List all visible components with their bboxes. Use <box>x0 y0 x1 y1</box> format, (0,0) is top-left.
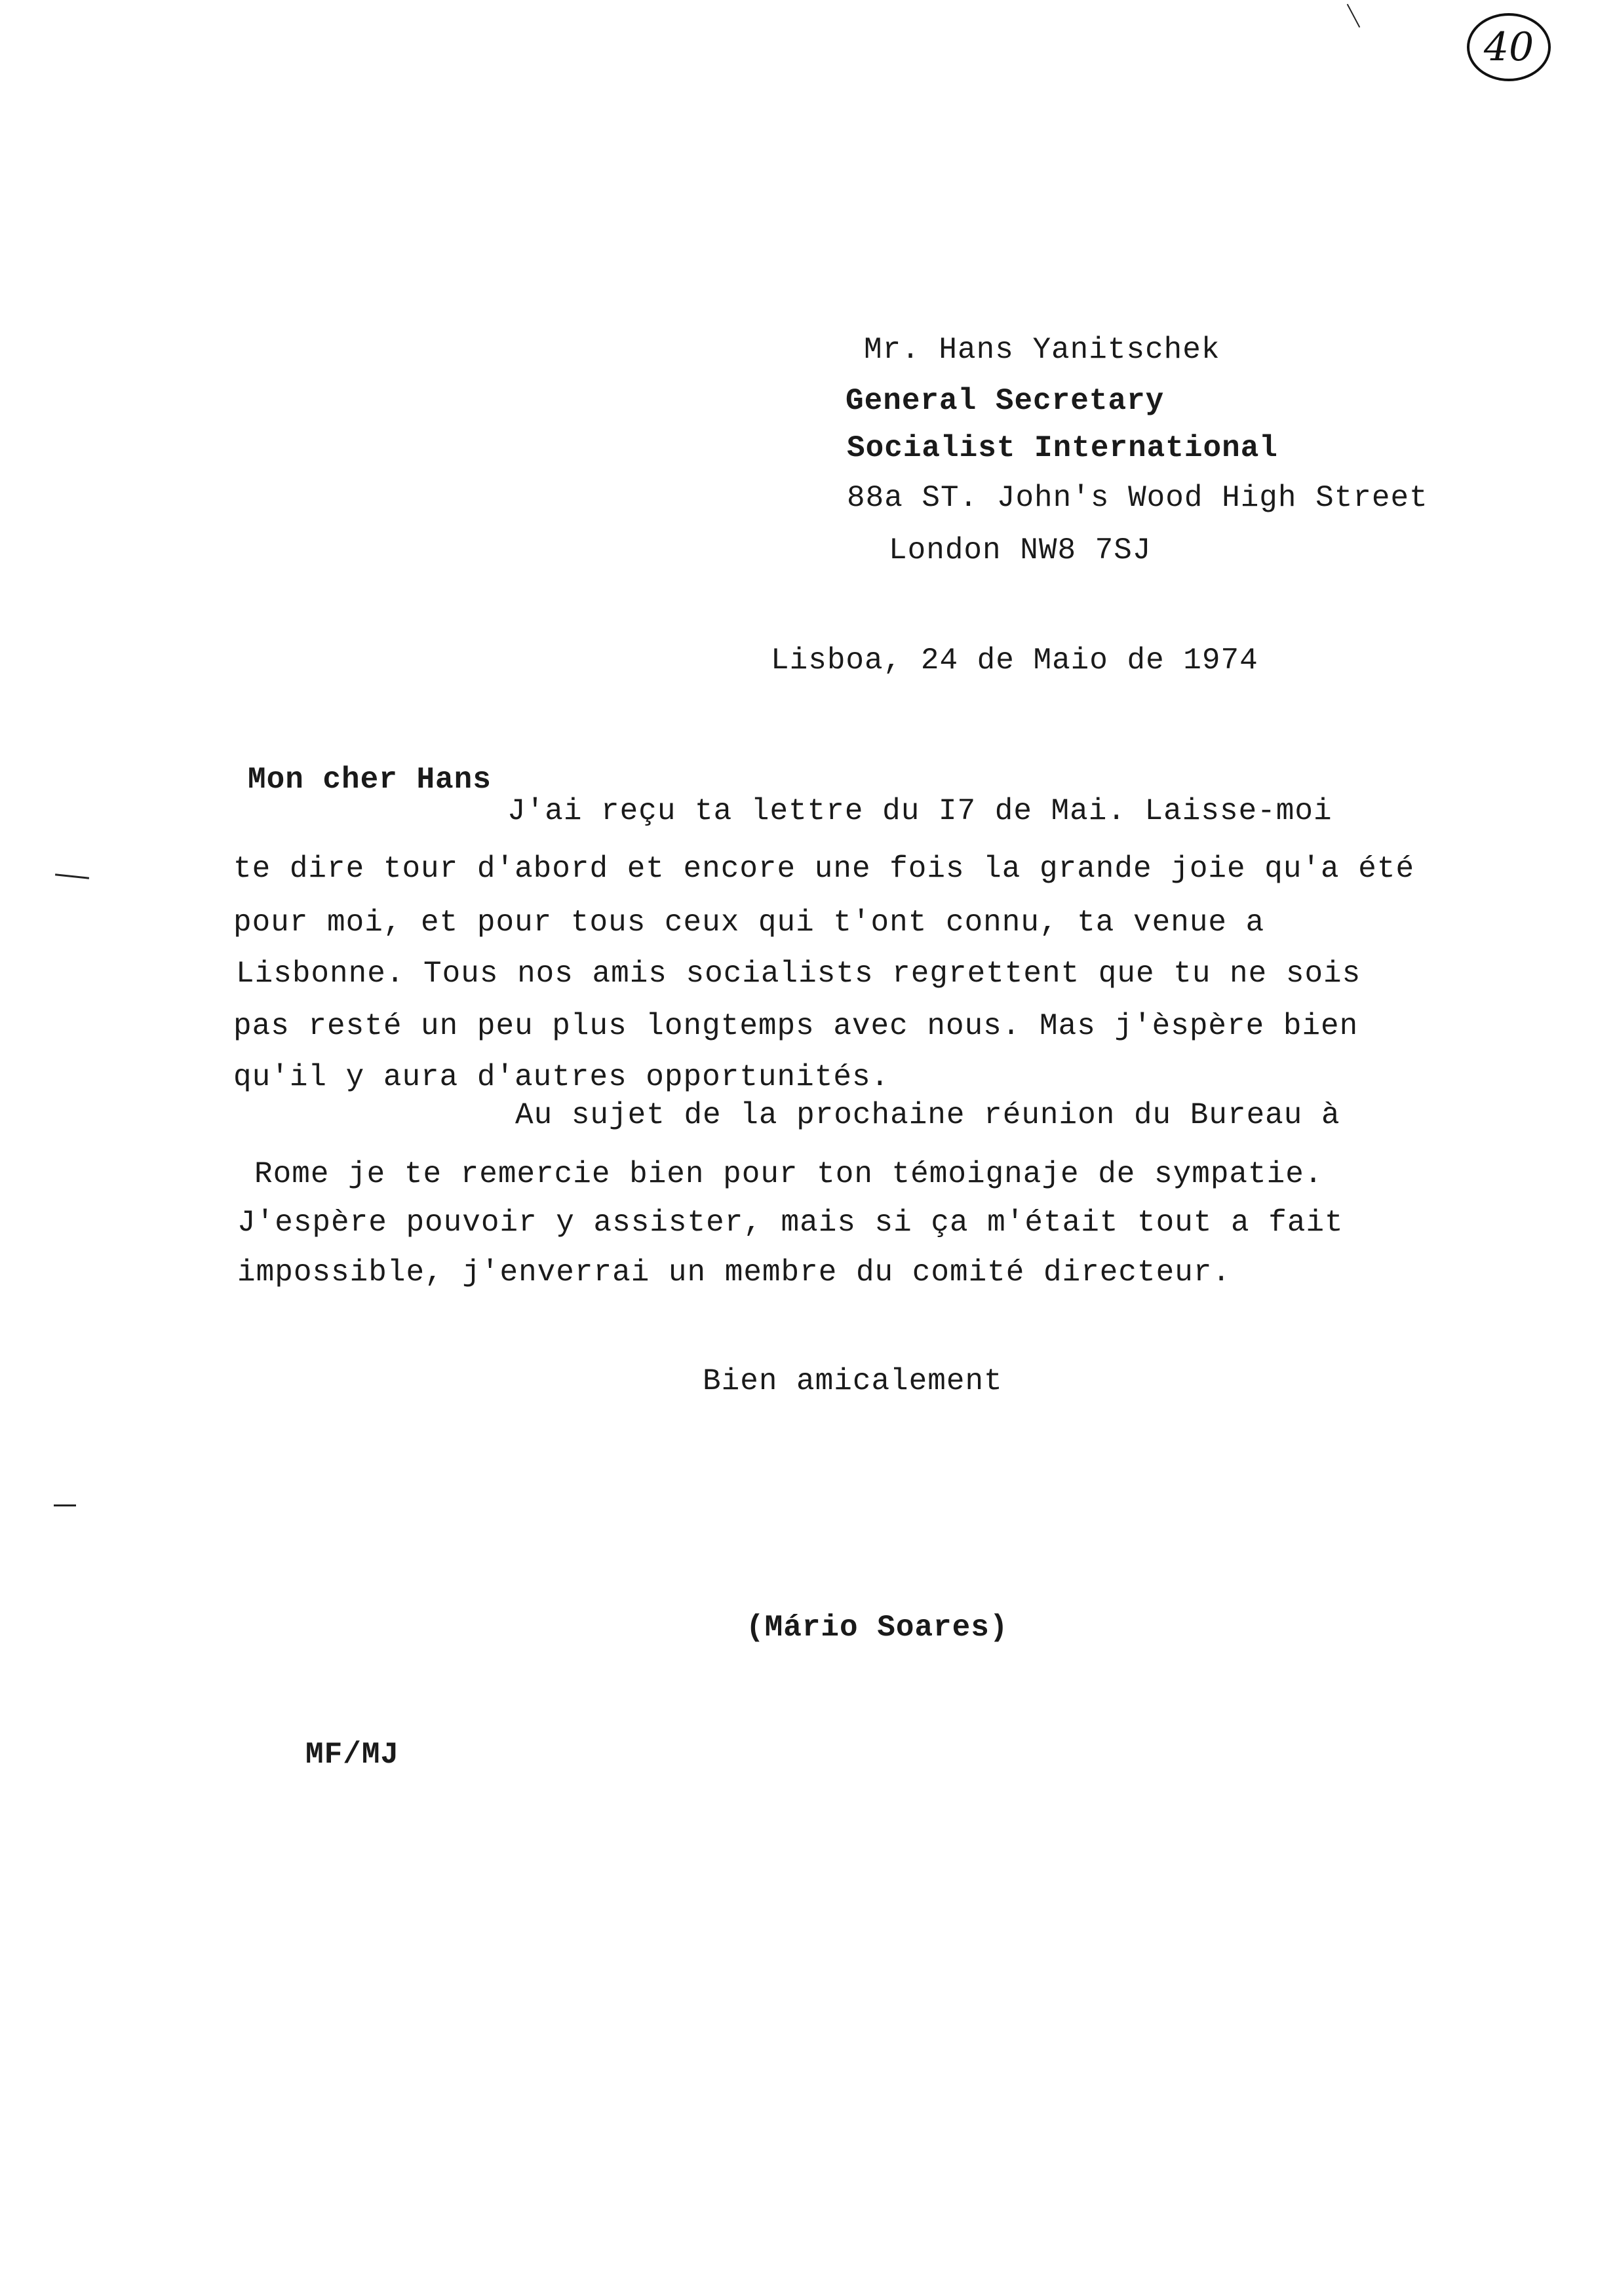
recipient-city: London NW8 7SJ <box>889 533 1152 567</box>
scan-mark <box>1347 4 1361 28</box>
signature: (Mário Soares) <box>746 1611 1009 1645</box>
body-line: J'ai reçu ta lettre du I7 de Mai. Laisse-moi <box>507 794 1333 828</box>
body-line: Rome je te remercie bien pour ton témoignaje de sympatie. <box>254 1157 1323 1191</box>
closing: Bien amicalement <box>703 1364 1003 1398</box>
salutation: Mon cher Hans <box>248 763 492 797</box>
body-line: impossible, j'enverrai un membre du comité directeur. <box>237 1255 1232 1290</box>
recipient-title: General Secretary <box>846 384 1165 418</box>
page-number: 40 <box>1483 24 1534 70</box>
margin-mark <box>55 873 89 879</box>
body-line: Au sujet de la prochaine réunion du Bureau à <box>515 1098 1340 1132</box>
page-number-circle <box>1467 13 1551 81</box>
margin-mark <box>54 1504 76 1506</box>
body-line: Lisbonne. Tous nos amis socialists regrettent que tu ne sois <box>236 957 1361 991</box>
recipient-street: 88a ST. John's Wood High Street <box>847 481 1428 515</box>
date-line: Lisboa, 24 de Maio de 1974 <box>771 643 1258 678</box>
body-line: qu'il y aura d'autres opportunités. <box>233 1060 890 1094</box>
body-line: pour moi, et pour tous ceux qui t'ont connu, ta venue a <box>233 906 1265 940</box>
body-line: te dire tour d'abord et encore une fois la grande joie qu'a été <box>233 852 1415 886</box>
recipient-organization: Socialist International <box>847 431 1278 465</box>
body-line: J'espère pouvoir y assister, mais si ça m'était tout a fait <box>237 1206 1344 1240</box>
body-line: pas resté un peu plus longtemps avec nous. Mas j'èspère bien <box>233 1009 1359 1043</box>
recipient-name: Mr. Hans Yanitschek <box>864 333 1220 367</box>
typist-initials: MF/MJ <box>305 1738 400 1772</box>
